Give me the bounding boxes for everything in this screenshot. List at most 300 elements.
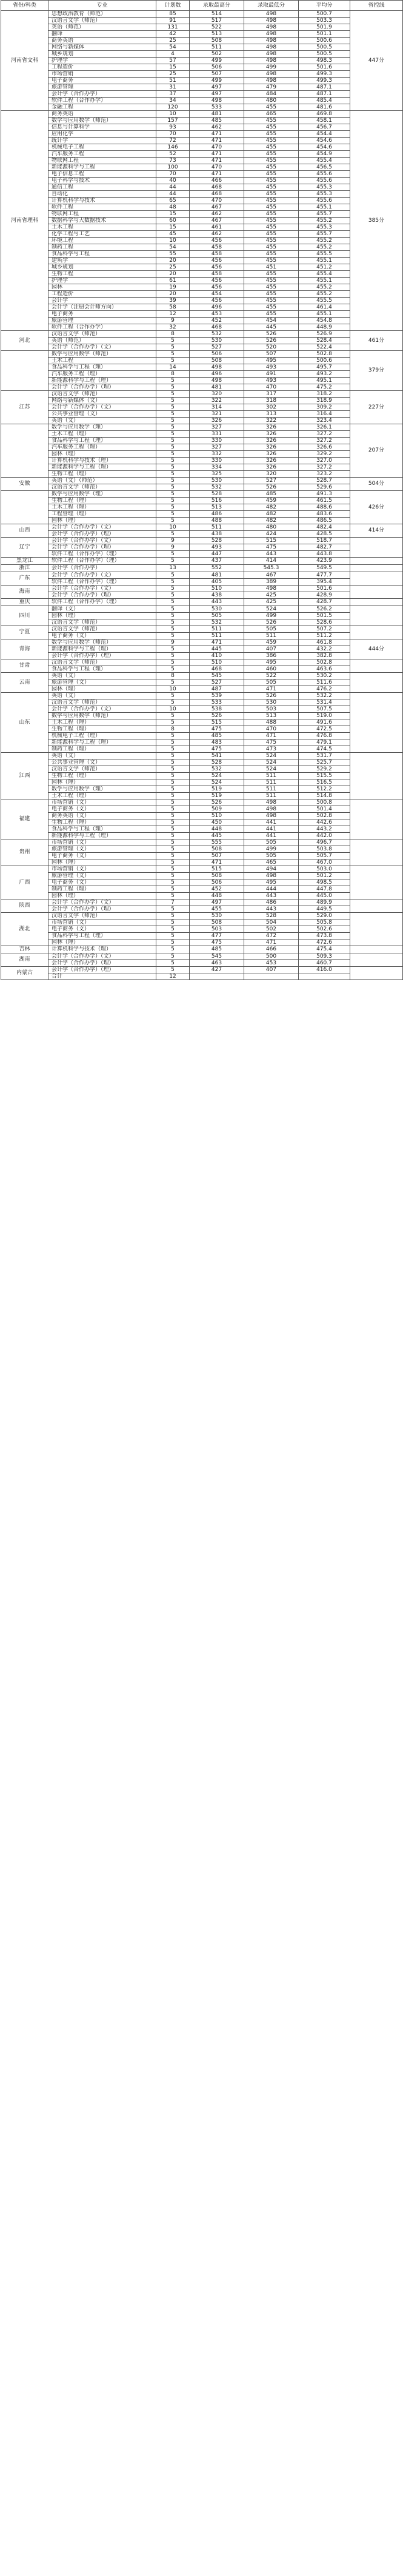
table-row: [1, 111, 403, 118]
plan-count-cell: 20: [156, 258, 190, 264]
average-score-cell: 512.2: [299, 786, 350, 793]
min-score-cell: 455: [244, 138, 299, 144]
plan-count-cell: 9: [156, 538, 190, 544]
min-score-cell: 455: [244, 124, 299, 131]
average-score-cell: 483.6: [299, 511, 350, 518]
max-score-cell: 471: [190, 639, 244, 646]
table-row: [1, 886, 403, 893]
max-score-cell: 410: [190, 653, 244, 659]
table-row: [1, 224, 403, 231]
plan-count-cell: 5: [156, 579, 190, 586]
min-score-cell: 471: [244, 686, 299, 693]
average-score-cell: 525.7: [299, 759, 350, 766]
min-score-cell: 526: [244, 338, 299, 344]
min-score-cell: 455: [244, 104, 299, 111]
average-score-cell: 503.0: [299, 866, 350, 873]
control-line-cell: [350, 967, 403, 980]
average-score-cell: 455.5: [299, 251, 350, 258]
major-cell: 旅游管理: [48, 84, 156, 91]
table-row: [1, 679, 403, 686]
min-score-cell: 455: [244, 204, 299, 211]
average-score-cell: 499.3: [299, 78, 350, 84]
table-row: [1, 264, 403, 271]
table-row: [1, 646, 403, 653]
major-cell: 商务英语: [48, 111, 156, 118]
min-score-cell: 455: [244, 304, 299, 311]
table-row: [1, 498, 403, 504]
max-score-cell: 498: [190, 98, 244, 104]
max-score-cell: 506: [190, 351, 244, 358]
major-cell: 土木工程（理）: [48, 504, 156, 511]
major-cell: 会计学（合作办学）（理）: [48, 960, 156, 967]
major-cell: 软件工程（合作办学）: [48, 324, 156, 331]
min-score-cell: 459: [244, 498, 299, 504]
max-score-cell: 458: [190, 244, 244, 251]
major-cell: 统计学: [48, 138, 156, 144]
control-line-cell: [350, 673, 403, 693]
average-score-cell: 309.2: [299, 404, 350, 411]
average-score-cell: 488.6: [299, 504, 350, 511]
min-score-cell: 475: [244, 544, 299, 551]
min-score-cell: 527: [244, 478, 299, 484]
average-score-cell: 507.2: [299, 626, 350, 633]
average-score-cell: 455.1: [299, 278, 350, 284]
max-score-cell: 448: [190, 826, 244, 833]
min-score-cell: 504: [244, 919, 299, 926]
min-score-cell: 526: [244, 331, 299, 338]
max-score-cell: 481: [190, 384, 244, 391]
table-row: [1, 746, 403, 753]
plan-count-cell: 5: [156, 873, 190, 879]
major-cell: 电子商务（文）: [48, 633, 156, 639]
max-score-cell: 466: [190, 178, 244, 184]
min-score-cell: 326: [244, 458, 299, 464]
min-score-cell: 484: [244, 91, 299, 98]
table-row: [1, 431, 403, 438]
max-score-cell: [190, 973, 244, 980]
min-score-cell: 465: [244, 111, 299, 118]
max-score-cell: 483: [190, 739, 244, 746]
max-score-cell: 503: [190, 926, 244, 933]
plan-count-cell: 32: [156, 324, 190, 331]
plan-count-cell: 146: [156, 144, 190, 151]
plan-count-cell: 5: [156, 551, 190, 558]
min-score-cell: 505: [244, 853, 299, 859]
average-score-cell: 448.9: [299, 324, 350, 331]
major-cell: 软件工程: [48, 204, 156, 211]
min-score-cell: 326: [244, 438, 299, 444]
plan-count-cell: 25: [156, 264, 190, 271]
major-cell: 会计学（合作办学）（文）: [48, 404, 156, 411]
major-cell: 生物工程: [48, 271, 156, 278]
table-row: [1, 613, 403, 619]
table-row: [1, 204, 403, 211]
max-score-cell: 462: [190, 231, 244, 238]
plan-count-cell: 5: [156, 679, 190, 686]
plan-count-cell: 5: [156, 398, 190, 404]
max-score-cell: 496: [190, 304, 244, 311]
max-score-cell: 326: [190, 418, 244, 424]
plan-count-cell: 5: [156, 464, 190, 471]
average-score-cell: 515.5: [299, 773, 350, 779]
min-score-cell: 498: [244, 58, 299, 64]
min-score-cell: 386: [244, 653, 299, 659]
plan-count-cell: 5: [156, 592, 190, 599]
plan-count-cell: 5: [156, 766, 190, 773]
plan-count-cell: 5: [156, 504, 190, 511]
province-cell: 河南省理科: [1, 111, 48, 331]
major-cell: 旅游管理: [48, 318, 156, 324]
max-score-cell: 522: [190, 24, 244, 31]
control-line-cell: 385分: [350, 111, 403, 331]
max-score-cell: 468: [190, 666, 244, 673]
average-score-cell: 489.9: [299, 899, 350, 906]
min-score-cell: 493: [244, 378, 299, 384]
min-score-cell: 486: [244, 899, 299, 906]
plan-count-cell: 44: [156, 191, 190, 198]
average-score-cell: 449.5: [299, 906, 350, 913]
control-line-cell: 447分: [350, 11, 403, 111]
average-score-cell: 516.5: [299, 779, 350, 786]
average-score-cell: 474.5: [299, 746, 350, 753]
table-row: [1, 184, 403, 191]
max-score-cell: 320: [190, 391, 244, 398]
max-score-cell: 462: [190, 211, 244, 218]
min-score-cell: 451: [244, 264, 299, 271]
plan-count-cell: 10: [156, 111, 190, 118]
max-score-cell: 517: [190, 18, 244, 24]
max-score-cell: 325: [190, 471, 244, 478]
min-score-cell: 498: [244, 813, 299, 819]
major-cell: 自动化: [48, 191, 156, 198]
province-cell: 河北: [1, 331, 48, 351]
major-cell: 软件工程（合作办学）（理）: [48, 599, 156, 606]
average-score-cell: 455.2: [299, 244, 350, 251]
plan-count-cell: 10: [156, 238, 190, 244]
max-score-cell: 508: [190, 919, 244, 926]
average-score-cell: 501.2: [299, 873, 350, 879]
plan-count-cell: 5: [156, 946, 190, 953]
average-score-cell: 428.7: [299, 599, 350, 606]
plan-count-cell: 5: [156, 606, 190, 613]
plan-count-cell: 5: [156, 338, 190, 344]
min-score-cell: 455: [244, 118, 299, 124]
min-score-cell: 441: [244, 833, 299, 839]
min-score-cell: 479: [244, 84, 299, 91]
average-score-cell: 501.6: [299, 586, 350, 592]
plan-count-cell: 5: [156, 484, 190, 491]
plan-count-cell: 5: [156, 498, 190, 504]
control-line-cell: 461分: [350, 331, 403, 351]
max-score-cell: 519: [190, 793, 244, 799]
max-score-cell: 427: [190, 967, 244, 973]
average-score-cell: 454.4: [299, 131, 350, 138]
max-score-cell: 461: [190, 224, 244, 231]
max-score-cell: 468: [190, 191, 244, 198]
table-row: [1, 171, 403, 178]
average-score-cell: 455.5: [299, 298, 350, 304]
major-cell: 英语（师范）: [48, 338, 156, 344]
min-score-cell: 455: [244, 311, 299, 318]
max-score-cell: 528: [190, 759, 244, 766]
control-line-cell: [350, 799, 403, 839]
major-cell: 生物工程（理）: [48, 471, 156, 478]
plan-count-cell: 4: [156, 51, 190, 58]
min-score-cell: 482: [244, 511, 299, 518]
max-score-cell: 526: [190, 799, 244, 806]
plan-count-cell: 5: [156, 813, 190, 819]
table-row: [1, 953, 403, 960]
table-row: [1, 464, 403, 471]
major-cell: 物联网工程: [48, 211, 156, 218]
min-score-cell: 491: [244, 371, 299, 378]
max-score-cell: 437: [190, 558, 244, 565]
plan-count-cell: 8: [156, 371, 190, 378]
plan-count-cell: 72: [156, 138, 190, 144]
max-score-cell: 470: [190, 198, 244, 204]
max-score-cell: 467: [190, 204, 244, 211]
province-cell: 云南: [1, 673, 48, 693]
average-score-cell: 502.8: [299, 659, 350, 666]
table-row: [1, 799, 403, 806]
max-score-cell: 506: [190, 879, 244, 886]
table-row: [1, 853, 403, 859]
min-score-cell: 326: [244, 431, 299, 438]
header-major: 专业: [48, 1, 156, 11]
min-score-cell: 470: [244, 384, 299, 391]
max-score-cell: 471: [190, 151, 244, 158]
major-cell: 会计学（合作办学）（理）: [48, 592, 156, 599]
major-cell: 新能源科学与工程（理）: [48, 464, 156, 471]
table-row: [1, 284, 403, 291]
min-score-cell: 511: [244, 779, 299, 786]
average-score-cell: 491.6: [299, 719, 350, 726]
average-score-cell: 454.6: [299, 138, 350, 144]
min-score-cell: 494: [244, 866, 299, 873]
average-score-cell: 529.2: [299, 766, 350, 773]
min-score-cell: 507: [244, 351, 299, 358]
table-row: [1, 899, 403, 906]
major-cell: 会计学（合作办学）（文）: [48, 706, 156, 713]
table-row: [1, 939, 403, 946]
max-score-cell: 514: [190, 11, 244, 18]
plan-count-cell: 7: [156, 899, 190, 906]
table-row: [1, 344, 403, 351]
min-score-cell: 545.3: [244, 565, 299, 572]
max-score-cell: 530: [190, 338, 244, 344]
average-score-cell: 461.4: [299, 304, 350, 311]
max-score-cell: 481: [190, 572, 244, 579]
header-control-line: 省控线: [350, 1, 403, 11]
header-row: [1, 1, 403, 11]
control-line-cell: 426分: [350, 491, 403, 524]
plan-count-cell: 5: [156, 471, 190, 478]
average-score-cell: 461.5: [299, 498, 350, 504]
plan-count-cell: 5: [156, 558, 190, 565]
max-score-cell: 485: [190, 118, 244, 124]
average-score-cell: 530.2: [299, 673, 350, 679]
min-score-cell: 326: [244, 464, 299, 471]
table-row: [1, 773, 403, 779]
max-score-cell: 499: [190, 78, 244, 84]
table-row: [1, 138, 403, 144]
min-score-cell: 326: [244, 424, 299, 431]
control-line-cell: [350, 866, 403, 899]
min-score-cell: 482: [244, 504, 299, 511]
max-score-cell: 322: [190, 398, 244, 404]
province-cell: 吉林: [1, 946, 48, 953]
plan-count-cell: 5: [156, 531, 190, 538]
average-score-cell: 455.3: [299, 184, 350, 191]
major-cell: 新能源科学与工程（理）: [48, 833, 156, 839]
control-line-cell: [350, 572, 403, 586]
average-score-cell: 519.0: [299, 713, 350, 719]
major-cell: 会计学（合作办学）（文）: [48, 538, 156, 544]
min-score-cell: 498: [244, 799, 299, 806]
province-cell: 浙江: [1, 565, 48, 572]
plan-count-cell: 5: [156, 518, 190, 524]
major-cell: 网络与新媒体: [48, 44, 156, 51]
control-line-cell: [350, 693, 403, 753]
average-score-cell: 456.7: [299, 124, 350, 131]
min-score-cell: 505: [244, 626, 299, 633]
control-line-cell: [350, 626, 403, 639]
province-cell: 安徽: [1, 478, 48, 491]
average-score-cell: 455.1: [299, 311, 350, 318]
average-score-cell: 473.8: [299, 933, 350, 939]
table-row: [1, 960, 403, 967]
major-cell: 商务英语: [48, 38, 156, 44]
max-score-cell: 462: [190, 124, 244, 131]
plan-count-cell: 5: [156, 826, 190, 833]
average-score-cell: 502.8: [299, 351, 350, 358]
average-score-cell: 482.4: [299, 524, 350, 531]
major-cell: 翻译（文）: [48, 606, 156, 613]
average-score-cell: 501.1: [299, 31, 350, 38]
table-row: [1, 371, 403, 378]
average-score-cell: 460.7: [299, 960, 350, 967]
min-score-cell: 522: [244, 673, 299, 679]
major-cell: 数学与应用数学（理）: [48, 491, 156, 498]
average-score-cell: 455.2: [299, 238, 350, 244]
major-cell: 生物工程（理）: [48, 498, 156, 504]
min-score-cell: 524: [244, 753, 299, 759]
plan-count-cell: 9: [156, 639, 190, 646]
max-score-cell: 471: [190, 131, 244, 138]
major-cell: 电子商务（文）: [48, 926, 156, 933]
major-cell: 数学与应用数学（师范）: [48, 118, 156, 124]
plan-count-cell: 5: [156, 693, 190, 699]
min-score-cell: 425: [244, 599, 299, 606]
table-row: [1, 846, 403, 853]
min-score-cell: 505: [244, 839, 299, 846]
major-cell: 汉语言文学（师范）: [48, 331, 156, 338]
major-cell: 汉语言文学（师范）: [48, 626, 156, 633]
plan-count-cell: 8: [156, 331, 190, 338]
average-score-cell: 485.4: [299, 98, 350, 104]
major-cell: 电子商务（文）: [48, 853, 156, 859]
average-score-cell: 511.6: [299, 679, 350, 686]
average-score-cell: 455.6: [299, 171, 350, 178]
major-cell: 软件工程（合作办学）（理）: [48, 551, 156, 558]
min-score-cell: 473: [244, 746, 299, 753]
major-cell: 食品科学与工程（理）: [48, 438, 156, 444]
major-cell: 会计学（合作办学）: [48, 91, 156, 98]
table-row: [1, 659, 403, 666]
max-score-cell: 456: [190, 258, 244, 264]
major-cell: 市场营销（文）: [48, 799, 156, 806]
average-score-cell: 549.5: [299, 565, 350, 572]
average-score-cell: 491.3: [299, 491, 350, 498]
average-score-cell: 507.5: [299, 706, 350, 713]
table-row: [1, 826, 403, 833]
major-cell: 旅游管理（文）: [48, 846, 156, 853]
table-row: [1, 699, 403, 706]
province-cell: [1, 424, 48, 478]
table-row: [1, 766, 403, 773]
table-row: [1, 291, 403, 298]
average-score-cell: 382.8: [299, 653, 350, 659]
table-row: [1, 198, 403, 204]
min-score-cell: 513: [244, 713, 299, 719]
table-row: [1, 278, 403, 284]
plan-count-cell: 5: [156, 411, 190, 418]
province-cell: 四川: [1, 606, 48, 626]
min-score-cell: 455: [244, 158, 299, 164]
plan-count-cell: 70: [156, 131, 190, 138]
min-score-cell: 443: [244, 906, 299, 913]
plan-count-cell: 5: [156, 491, 190, 498]
major-cell: 环境工程: [48, 238, 156, 244]
plan-count-cell: 45: [156, 231, 190, 238]
min-score-cell: 520: [244, 344, 299, 351]
max-score-cell: 530: [190, 606, 244, 613]
plan-count-cell: 40: [156, 178, 190, 184]
major-cell: 工程造价: [48, 64, 156, 71]
average-score-cell: 318.9: [299, 398, 350, 404]
max-score-cell: 334: [190, 464, 244, 471]
major-cell: 生物工程（理）: [48, 819, 156, 826]
plan-count-cell: 42: [156, 31, 190, 38]
plan-count-cell: 8: [156, 726, 190, 733]
control-line-cell: 379分: [350, 351, 403, 391]
min-score-cell: 524: [244, 766, 299, 773]
major-cell: 汉语言文学（师范）: [48, 659, 156, 666]
major-cell: 公共事业管理（文）: [48, 759, 156, 766]
plan-count-cell: 10: [156, 686, 190, 693]
average-score-cell: 318.2: [299, 391, 350, 398]
max-score-cell: 510: [190, 659, 244, 666]
plan-count-cell: 5: [156, 424, 190, 431]
table-row: [1, 451, 403, 458]
average-score-cell: 501.9: [299, 24, 350, 31]
table-row: [1, 833, 403, 839]
min-score-cell: 455: [244, 144, 299, 151]
average-score-cell: 472.6: [299, 939, 350, 946]
plan-count-cell: 5: [156, 458, 190, 464]
plan-count-cell: 5: [156, 733, 190, 739]
province-cell: 江西: [1, 753, 48, 799]
min-score-cell: 499: [244, 613, 299, 619]
average-score-cell: 467.0: [299, 859, 350, 866]
max-score-cell: 502: [190, 51, 244, 58]
plan-count-cell: 5: [156, 967, 190, 973]
table-row: [1, 793, 403, 799]
plan-count-cell: 9: [156, 544, 190, 551]
major-cell: 信息与计算科学: [48, 124, 156, 131]
min-score-cell: 455: [244, 178, 299, 184]
major-cell: 计算机科学与技术: [48, 198, 156, 204]
